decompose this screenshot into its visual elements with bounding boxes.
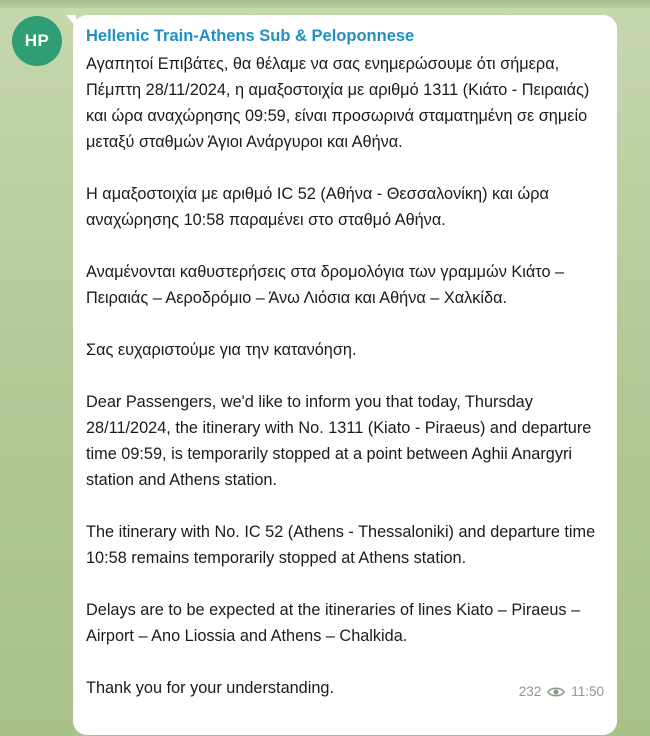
message-meta [519, 684, 604, 701]
message-bubble[interactable] [73, 15, 617, 735]
channel-avatar[interactable]: HP [12, 16, 62, 66]
eye-icon [547, 686, 565, 698]
message-paragraph: Αγαπητοί Επιβάτες, θα θέλαμε να σας ενημερώσουμε ότι σήμερα, Πέμπτη 28/11/2024, η αμαξοστοιχία με αριθμό 1311 (Κιάτο - Πειραιάς) και ώρα αναχώρησης 09:59, είναι προσωρινά σταματημένη σε σημείο μεταξύ σταθμών Άγιοι Ανάργυροι και Αθήνα. [86, 55, 590, 151]
message-paragraph: The itinerary with No. IC 52 (Athens - Thessaloniki) and departure time 10:58 remains temporarily stopped at Athens station. [86, 523, 596, 567]
message-paragraph: Dear Passengers, we'd like to inform you that today, Thursday 28/11/2024, the itinerary with No. 1311 (Kiato - Piraeus) and departure time 09:59, is temporarily stopped at a point between Aghii Anargyri station and Athens station. [86, 393, 592, 489]
message-paragraph: Delays are to be expected at the itineraries of lines Kiato – Piraeus – Airport – Ano Liossia and Athens – Chalkida. [86, 601, 581, 645]
message-closing: Thank you for your understanding. [86, 679, 334, 697]
message-paragraph: Σας ευχαριστούμε για την κατανόηση. [86, 341, 357, 359]
previous-message-edge [0, 0, 650, 8]
message-paragraph: Αναμένονται καθυστερήσεις στα δρομολόγια των γραμμών Κιάτο – Πειραιάς – Αεροδρόμιο – Άνω Λιόσια και Αθήνα – Χαλκίδα. [86, 263, 565, 307]
message-footer-row [86, 675, 604, 701]
view-count: 232 [518, 684, 542, 699]
message-time: 11:50 [571, 684, 604, 699]
sender-name[interactable]: Hellenic Train-Athens Sub & Peloponnese [86, 27, 415, 45]
message-paragraph: Η αμαξοστοιχία με αριθμό IC 52 (Αθήνα - Θεσσαλονίκη) και ώρα αναχώρησης 10:58 παραμένει στο σταθμό Αθήνα. [86, 185, 549, 229]
